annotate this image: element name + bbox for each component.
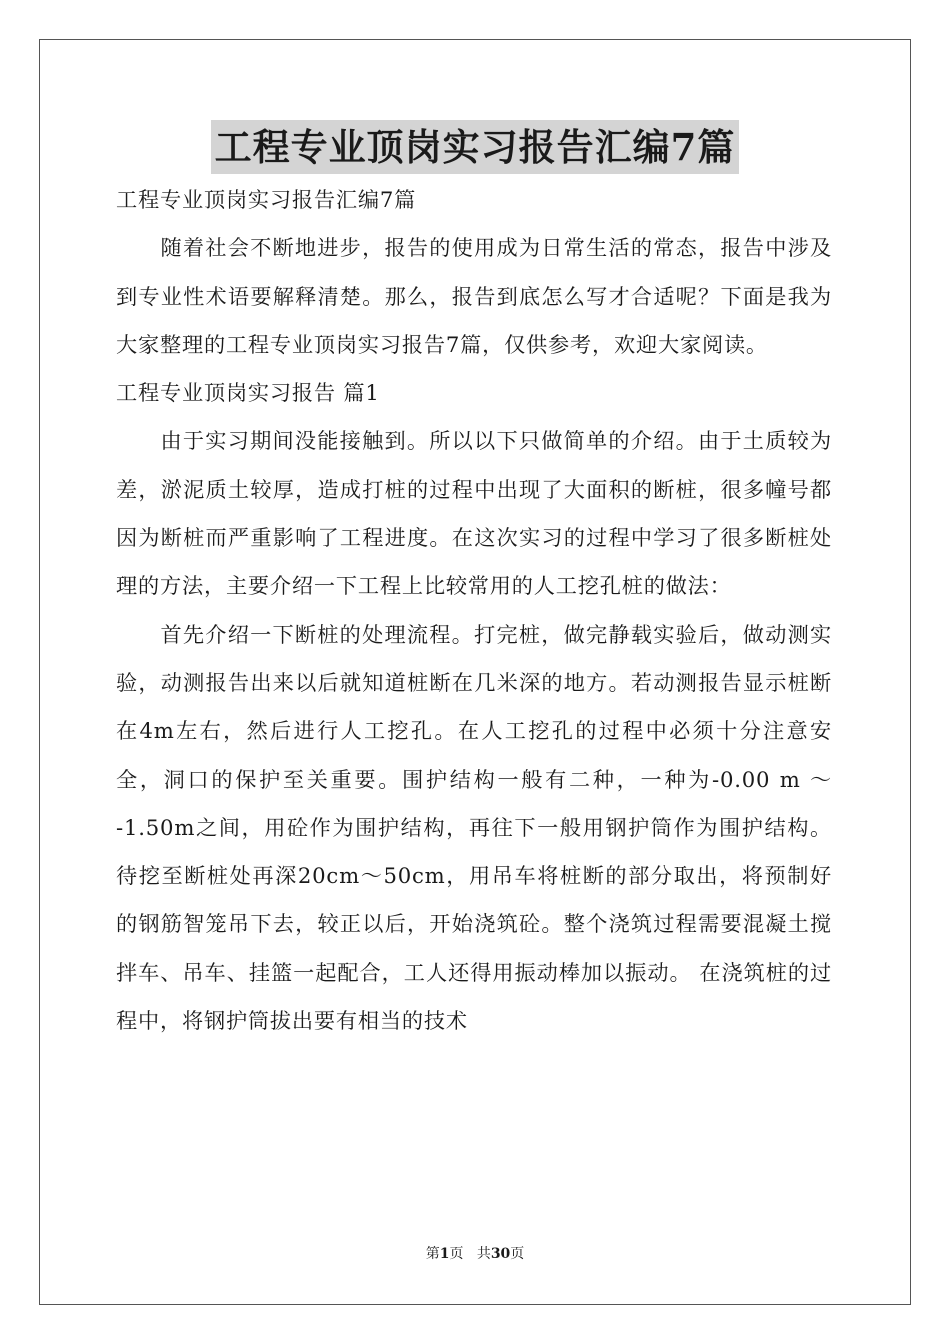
total-unit: 页 [510,1246,525,1262]
section-heading: 工程专业顶岗实习报告 篇1 [116,380,380,406]
document-subtitle: 工程专业顶岗实习报告汇编7篇 [116,187,417,212]
page-unit: 页 [449,1246,464,1262]
page-prefix: 第 [425,1246,440,1262]
body-paragraph-2: 首先介绍一下断桩的处理流程。打完桩，做完静载实验后，做动测实验，动测报告出来以后就知道桩断在几米深的地方。若动测报告显示桩断在4m左右，然后进行人工挖孔。在人工挖孔的过程中必须十分注意安全，洞口的保护至关重要。围护结构一般有二种，一种为-0.00 m ～ -1.50m之间，用砼作为围护结构，再往下一般用钢护筒作为围护结构。待挖至断桩处再深20cm～50cm，用吊车将桩断的部分取出，将预制好的钢筋智笼吊下去，较正以后，开始浇筑砼。整个浇筑过程需要混凝土搅拌车、吊车、挂篮一起配合，工人还得用振动棒加以振动。 在浇筑桩的过程中，将钢护筒拔出要有相当的技术 [116,621,832,1034]
body-paragraph-1: 由于实习期间没能接触到。所以以下只做简单的介绍。由于土质较为差，淤泥质土较厚，造成打桩的过程中出现了大面积的断桩，很多幢号都因为断桩而严重影响了工程进度。在这次实习的过程中学习了很多断桩处理的方法，主要介绍一下工程上比较常用的人工挖孔桩的做法： [116,428,832,599]
page-current: 1 [439,1246,450,1262]
page-footer [0,1243,950,1263]
document-title-text: 工程专业顶岗实习报告汇编7篇 [211,120,740,174]
document-title [0,120,950,174]
page-total: 30 [490,1246,511,1262]
total-prefix: 共 [476,1246,491,1262]
intro-paragraph: 随着社会不断地进步，报告的使用成为日常生活的常态，报告中涉及到专业性术语要解释清楚。那么，报告到底怎么写才合适呢？下面是我为大家整理的工程专业顶岗实习报告7篇，仅供参考，欢迎大家阅读。 [116,235,832,357]
document-body [116,176,832,1045]
